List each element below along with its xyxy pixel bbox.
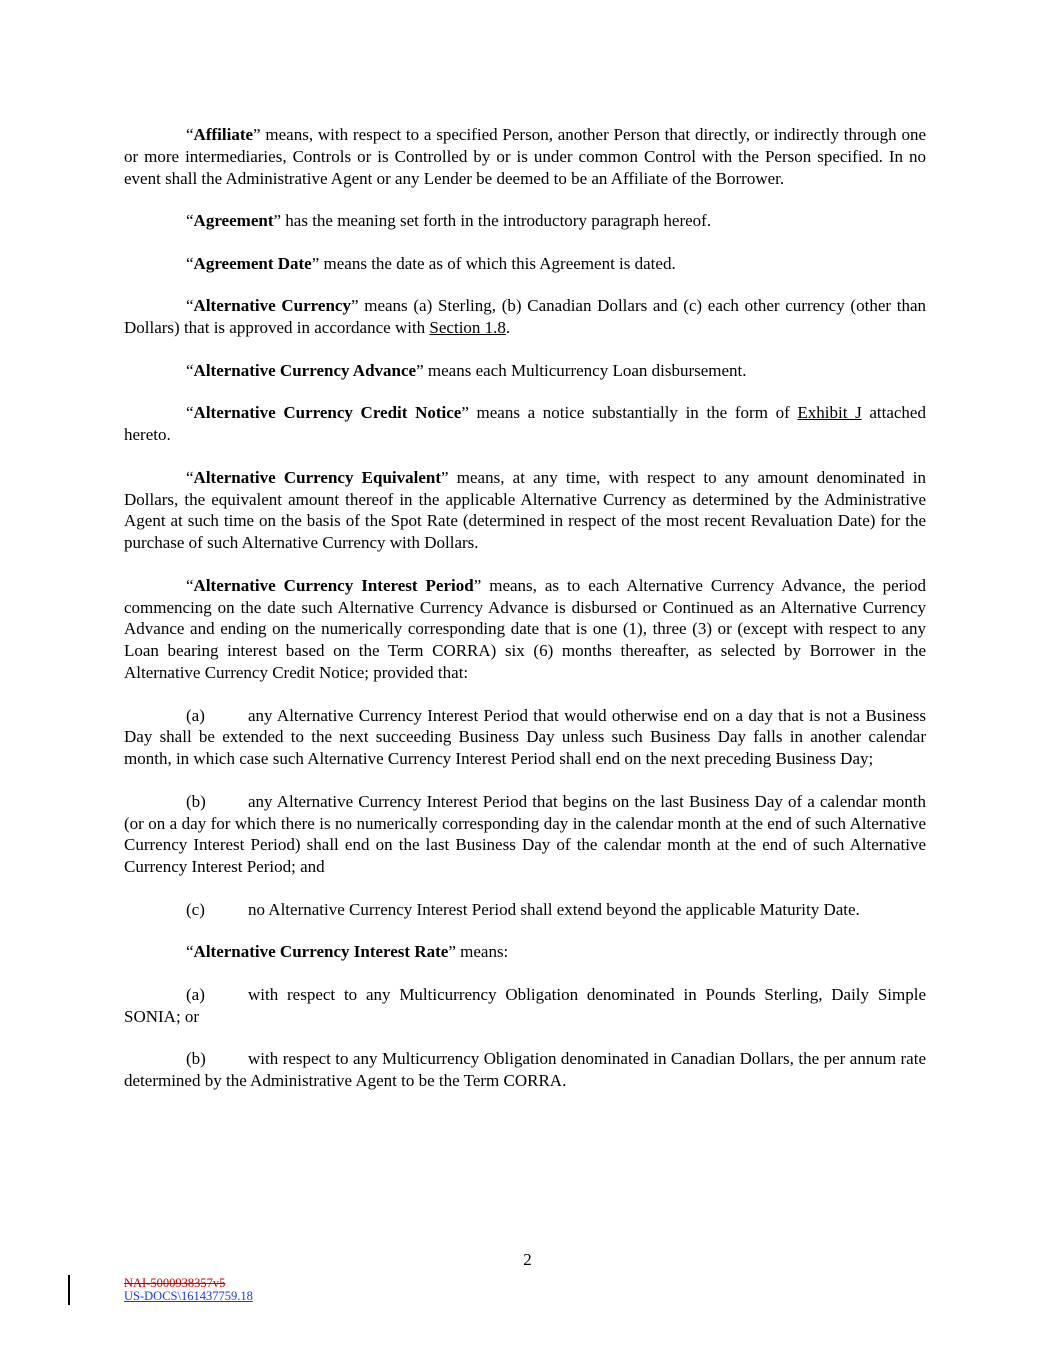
definition-alternative-currency: “Alternative Currency” means (a) Sterling, (b) Canadian Dollars and (c) each other currency (other than Dollars) that is approved in accordance with Section 1.8. [124, 296, 926, 338]
change-bar [68, 1275, 70, 1305]
defined-term: Alternative Currency Interest Period [193, 575, 474, 595]
page-number: 2 [523, 1250, 532, 1269]
interest-period-clause-b: (b) any Alternative Currency Interest Period that begins on the last Business Day of a calendar month (or on a day for which there is no numerically corresponding day in the calendar month at the end of such Alternative Currency Interest Period) shall end on the last Business Day of the calendar month at the end of such Alternative Currency Interest Period; and [124, 791, 926, 877]
defined-term: Affiliate [193, 125, 254, 144]
clause-label: (b) [186, 791, 206, 811]
section-reference-link[interactable]: Section 1.8 [429, 318, 506, 338]
definition-alternative-currency-advance: “Alternative Currency Advance” means each Multicurrency Loan disbursement. [186, 360, 747, 380]
definition-affiliate: “Affiliate” means, with respect to a specified Person, another Person that directly, or indirectly through one or more intermediaries, Controls or is Controlled by or is under common Control with the Person specified. In no event shall the Administrative Agent or any Lender be deemed to be an Affiliate of the Borrower. [124, 125, 926, 188]
inserted-doc-reference: US-DOCS\161437759.18 [124, 1288, 253, 1303]
document-body [124, 124, 926, 1113]
interest-period-clause-c: (c) no Alternative Currency Interest Period shall extend beyond the applicable Maturity Date. [186, 899, 860, 919]
clause-label: (c) [186, 899, 205, 919]
clause-label: (b) [186, 1049, 206, 1069]
definition-alternative-currency-credit-notice: “Alternative Currency Credit Notice” means a notice substantially in the form of Exhibit J attached hereto. [124, 403, 926, 445]
definition-agreement: “Agreement” has the meaning set forth in the introductory paragraph hereof. [186, 211, 712, 231]
definition-agreement-date: “Agreement Date” means the date as of which this Agreement is dated. [186, 253, 676, 273]
defined-term: Alternative Currency Interest Rate [193, 942, 449, 962]
defined-term: Agreement Date [193, 253, 312, 273]
defined-term: Alternative Currency Advance [193, 360, 417, 380]
clause-label: (a) [186, 984, 205, 1004]
interest-period-clause-a: (a) any Alternative Currency Interest Period that would otherwise end on a day that is not a Business Day shall be extended to the next succeeding Business Day unless such Business Day falls in another calendar month, in which case such Alternative Currency Interest Period shall end on the next preceding Business Day; [124, 705, 926, 769]
clause-label: (a) [186, 705, 205, 725]
interest-rate-clause-a: (a) with respect to any Multicurrency Obligation denominated in Pounds Sterling, Daily Simple SONIA; or [124, 984, 926, 1026]
document-footer [124, 1277, 253, 1302]
definition-alternative-currency-interest-rate: “Alternative Currency Interest Rate” means: [186, 942, 509, 962]
defined-term: Alternative Currency Credit Notice [193, 403, 462, 423]
interest-rate-clause-b: (b) with respect to any Multicurrency Obligation denominated in Canadian Dollars, the per annum rate determined by the Administrative Agent to be the Term CORRA. [124, 1049, 926, 1091]
defined-term: Agreement [193, 211, 274, 231]
exhibit-reference-link[interactable]: Exhibit J [797, 403, 862, 423]
definition-alternative-currency-interest-period: “Alternative Currency Interest Period” means, as to each Alternative Currency Advance, the period commencing on the date such Alternative Currency Advance is disbursed or Continued as an Alternative Currency Advance and ending on the numerically corresponding date that is one (1), three (3) or (except with respect to any Loan bearing interest based on the Term CORRA) six (6) months thereafter, as selected by Borrower in the Alternative Currency Credit Notice; provided that: [124, 575, 926, 682]
definition-alternative-currency-equivalent: “Alternative Currency Equivalent” means, at any time, with respect to any amount denominated in Dollars, the equivalent amount thereof in the applicable Alternative Currency as determined by the Administrative Agent at such time on the basis of the Spot Rate (determined in respect of the most recent Revaluation Date) for the purchase of such Alternative Currency with Dollars. [124, 467, 926, 553]
defined-term: Alternative Currency [193, 296, 351, 316]
deleted-doc-reference: NAI-5000938357v5 [124, 1276, 226, 1290]
defined-term: Alternative Currency Equivalent [193, 467, 442, 487]
